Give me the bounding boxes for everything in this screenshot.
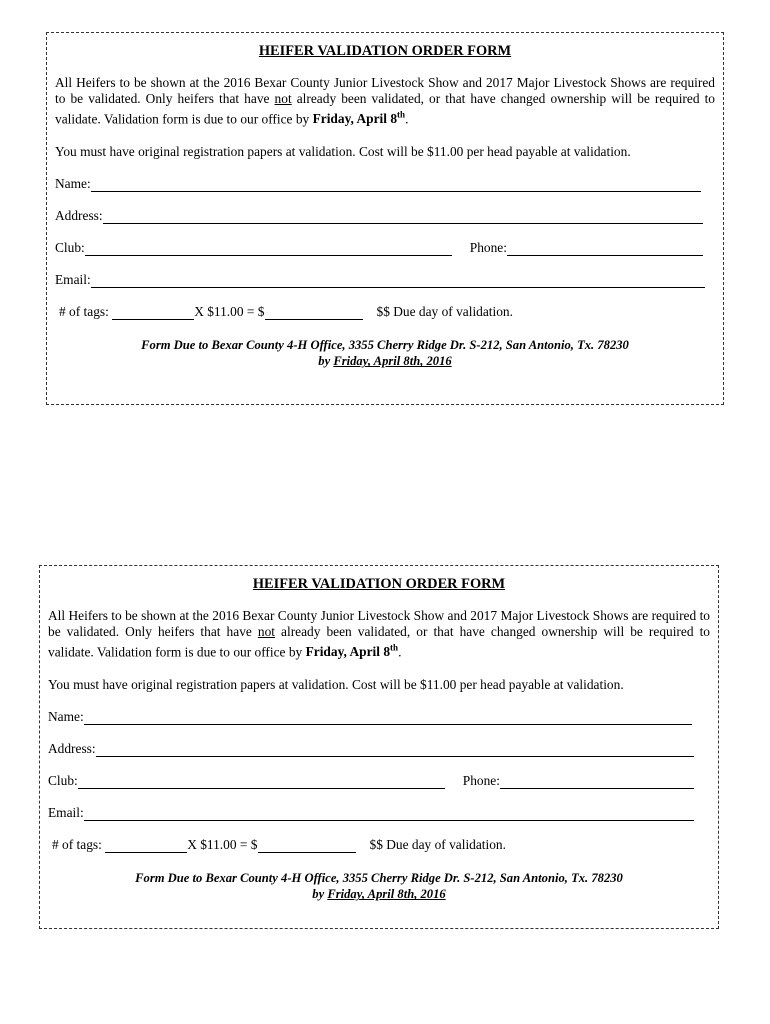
requirement-text: You must have original registration papers at validation. Cost will be $11.00 per head payable at validation. xyxy=(48,677,624,693)
tags-total-line[interactable] xyxy=(265,306,363,320)
address-label: Address: xyxy=(55,208,103,224)
tags-count-line[interactable] xyxy=(105,839,187,853)
phone-input-line[interactable] xyxy=(507,242,703,256)
intro-not: not xyxy=(257,624,275,639)
footer-by: by xyxy=(312,887,328,902)
name-label: Name: xyxy=(48,709,84,725)
email-row xyxy=(48,805,710,821)
name-input-line[interactable] xyxy=(84,711,692,725)
intro-paragraph xyxy=(48,608,710,660)
form-title: HEIFER VALIDATION ORDER FORM xyxy=(252,576,506,592)
phone-input-line[interactable] xyxy=(500,775,694,789)
tags-row xyxy=(55,304,715,320)
intro-end: . xyxy=(405,111,409,127)
tags-due-note: $$ Due day of validation. xyxy=(376,304,513,320)
club-label: Club: xyxy=(48,773,78,789)
validation-form-top xyxy=(46,32,724,405)
club-phone-row xyxy=(48,773,710,789)
footer-address: Form Due to Bexar County 4-H Office, 3355 Cherry Ridge Dr. S-212, San Antonio, Tx. 78230 xyxy=(135,871,623,886)
email-label: Email: xyxy=(48,805,84,821)
address-input-line[interactable] xyxy=(96,743,694,757)
footer-by: by xyxy=(318,354,334,369)
email-input-line[interactable] xyxy=(91,274,705,288)
intro-due-sup: th xyxy=(397,110,406,120)
address-label: Address: xyxy=(48,741,96,757)
email-label: Email: xyxy=(55,272,91,288)
club-label: Club: xyxy=(55,240,85,256)
email-row xyxy=(55,272,715,288)
intro-due-sup: th xyxy=(390,643,399,653)
intro-text-2: already been validated, or that have changed ownership will be required to validate. Validation form is due to our office by xyxy=(55,91,716,127)
intro-end: . xyxy=(398,644,402,660)
form-footer xyxy=(55,337,715,369)
name-input-line[interactable] xyxy=(91,178,701,192)
address-input-line[interactable] xyxy=(103,210,703,224)
intro-text-1: All Heifers to be shown at the 2016 Bexar County Junior Livestock Show and 2017 Major Livestock Shows are required to be validated. Only heifers that have xyxy=(48,608,710,639)
validation-form-bottom xyxy=(39,565,719,929)
tags-due-note: $$ Due day of validation. xyxy=(369,837,506,853)
address-row xyxy=(48,741,710,757)
footer-date: Friday, April 8th, 2016 xyxy=(333,354,452,369)
intro-paragraph xyxy=(55,75,715,127)
club-input-line[interactable] xyxy=(78,775,445,789)
phone-label: Phone: xyxy=(462,773,500,789)
footer-date: Friday, April 8th, 2016 xyxy=(327,887,446,902)
club-input-line[interactable] xyxy=(85,242,452,256)
name-label: Name: xyxy=(55,176,91,192)
form-footer xyxy=(48,870,710,902)
requirement-text: You must have original registration papers at validation. Cost will be $11.00 per head payable at validation. xyxy=(55,144,631,160)
form-title: HEIFER VALIDATION ORDER FORM xyxy=(258,43,512,59)
tags-multiplier: X $11.00 = $ xyxy=(194,304,265,320)
tags-label: # of tags: xyxy=(59,304,109,320)
intro-due-date: Friday, April 8 xyxy=(305,644,391,660)
name-row xyxy=(55,176,715,192)
intro-text-1: All Heifers to be shown at the 2016 Bexar County Junior Livestock Show and 2017 Major Livestock Shows are required to be validated. Only heifers that have xyxy=(55,75,715,106)
tags-label: # of tags: xyxy=(52,837,102,853)
address-row xyxy=(55,208,715,224)
email-input-line[interactable] xyxy=(84,807,694,821)
tags-total-line[interactable] xyxy=(258,839,356,853)
phone-label: Phone: xyxy=(469,240,507,256)
intro-not: not xyxy=(274,91,292,106)
footer-address: Form Due to Bexar County 4-H Office, 3355 Cherry Ridge Dr. S-212, San Antonio, Tx. 78230 xyxy=(141,338,629,353)
tags-row xyxy=(48,837,710,853)
tags-count-line[interactable] xyxy=(112,306,194,320)
footer-deadline xyxy=(48,886,710,902)
footer-deadline xyxy=(55,353,715,369)
club-phone-row xyxy=(55,240,715,256)
intro-text-2: already been validated, or that have changed ownership will be required to validate. Validation form is due to our office by xyxy=(48,624,710,660)
name-row xyxy=(48,709,710,725)
tags-multiplier: X $11.00 = $ xyxy=(187,837,258,853)
intro-due-date: Friday, April 8 xyxy=(312,111,398,127)
